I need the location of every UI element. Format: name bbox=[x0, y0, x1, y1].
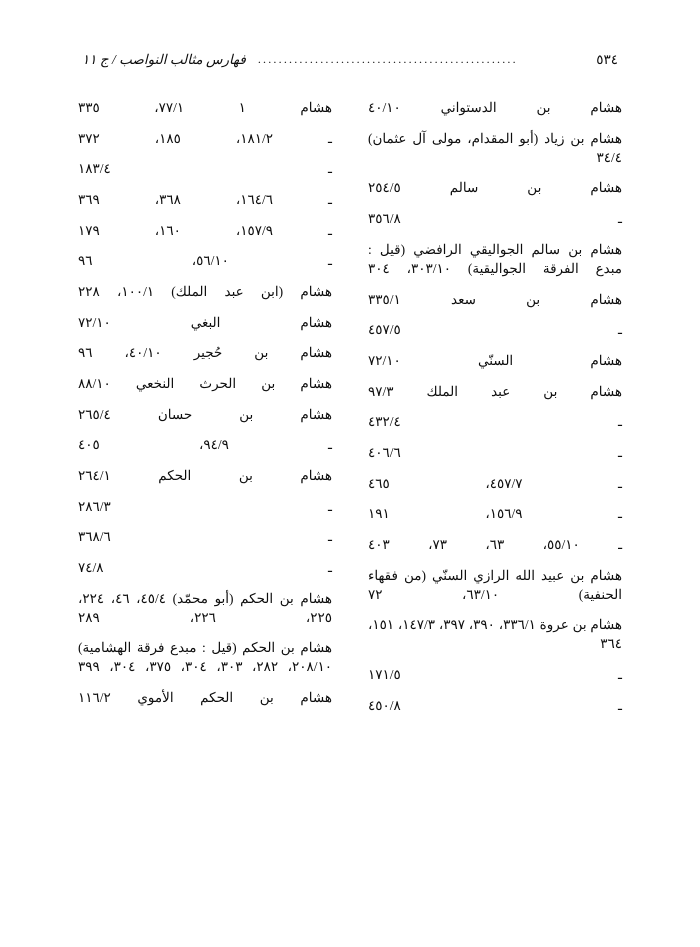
index-entry: هشام البغي ٧٢/١٠ bbox=[78, 314, 332, 330]
index-entry: ـ ١٥٧/٩، ١٦٠، ١٧٩ bbox=[78, 222, 333, 238]
index-entry: ـ ٤٣٢/٤ bbox=[368, 414, 622, 430]
index-entry: هشام بن زياد (أبو المقدام، مولى آل عثمان) ٣٤/٤ bbox=[368, 130, 622, 165]
index-entry: ـ ٤٥٧/٥ bbox=[368, 322, 622, 338]
index-entry: ـ ٣٦٨/٦ bbox=[78, 529, 332, 545]
index-entry: هشام بن حُجير ٤٠/١٠، ٩٦ bbox=[78, 345, 333, 361]
index-entry: هشام (ابن عبد الملك) ١٠٠/١، ٢٢٨ bbox=[78, 283, 333, 299]
index-entry: ـ ٥٦/١٠، ٩٦ bbox=[78, 253, 332, 269]
index-column-right bbox=[78, 98, 332, 726]
index-entry: هشام السنّي ٧٢/١٠ bbox=[368, 352, 622, 368]
index-entry: هشام بن الحكم (أبو محمّد) ٤٥/٤، ٤٦، ٢٢٤، ٢٢٥، ٢٢٦، ٢٨٩ bbox=[78, 590, 333, 625]
index-entry: هشام بن سعد ٣٣٥/١ bbox=[368, 291, 622, 307]
page-number: ٥٣٤ bbox=[596, 52, 618, 67]
index-entry: ـ ٢٨٦/٣ bbox=[78, 498, 332, 514]
header-title: فهارس مثالب النواصب / ج ١١ bbox=[82, 52, 246, 67]
header-title-wrap bbox=[82, 52, 596, 68]
index-entry: هشام بن سالم الجواليقي الرافضي (قيل : مبدع الفرقة الجواليقية) ٣٠٣/١٠، ٣٠٤ bbox=[368, 241, 623, 276]
index-entry: هشام بن الحكم (قيل : مبدع فرقة الهشامية) ٢٠٨/١٠، ٢٨٢، ٣٠٣، ٣٠٤، ٣٧٥، ٣٠٤، ٣٩٩ bbox=[78, 640, 333, 675]
index-entry: هشام بن الحكم الأموي ١١٦/٢ bbox=[78, 690, 332, 706]
index-entry: هشام بن الدستواني ٤٠/١٠ bbox=[368, 100, 622, 115]
index-entry: ـ ٧٤/٨ bbox=[78, 559, 332, 575]
index-entry: هشام بن الحرث النخعي ٨٨/١٠ bbox=[78, 375, 332, 391]
index-entry: ـ ١٨٣/٤ bbox=[78, 161, 332, 177]
index-entry: ـ ٣٥٦/٨ bbox=[368, 211, 622, 227]
page-header bbox=[78, 52, 622, 68]
index-entry: هشام بن عبد الملك ٩٧/٣ bbox=[368, 383, 622, 399]
index-entry: هشام بن حسان ٢٦٥/٤ bbox=[78, 406, 332, 422]
header-dot-leader: .................................................. bbox=[257, 52, 518, 66]
index-entry: هشام بن عروة ٣٣٦/١، ٣٩٠، ٣٩٧، ١٤٧/٣، ١٥١، ٣٦٤ bbox=[368, 617, 623, 652]
index-entry: ـ ٤٠٦/٦ bbox=[368, 444, 622, 460]
index-entry: هشام ١ ٧٧/١، ٣٣٥ bbox=[78, 100, 332, 115]
index-entry: هشام بن سالم ٢٥٤/٥ bbox=[368, 180, 622, 196]
index-entry: هشام بن الحكم ٢٦٤/١ bbox=[78, 467, 332, 483]
index-entry: ـ ٤٥٠/٨ bbox=[368, 697, 622, 713]
index-entry: هشام بن عبيد الله الرازي السنّي (من فقهاء الحنفية) ٦٣/١٠، ٧٢ bbox=[368, 567, 622, 602]
index-entry: ـ ١٦٤/٦، ٣٦٨، ٣٦٩ bbox=[78, 191, 333, 207]
index-entry: ـ ١٥٦/٩، ١٩١ bbox=[368, 506, 622, 522]
index-entry: ـ ٤٥٧/٧، ٤٦٥ bbox=[368, 475, 622, 491]
index-entry: ـ ١٨١/٢، ١٨٥، ٣٧٢ bbox=[78, 130, 333, 146]
index-columns bbox=[78, 98, 622, 726]
index-column-left bbox=[368, 98, 622, 726]
index-entry: ـ ١٧١/٥ bbox=[368, 667, 622, 683]
index-entry: ـ ٥٥/١٠، ٦٣، ٧٣، ٤٠٣ bbox=[368, 536, 623, 552]
index-entry: ـ ٩٤/٩، ٤٠٥ bbox=[78, 437, 332, 453]
